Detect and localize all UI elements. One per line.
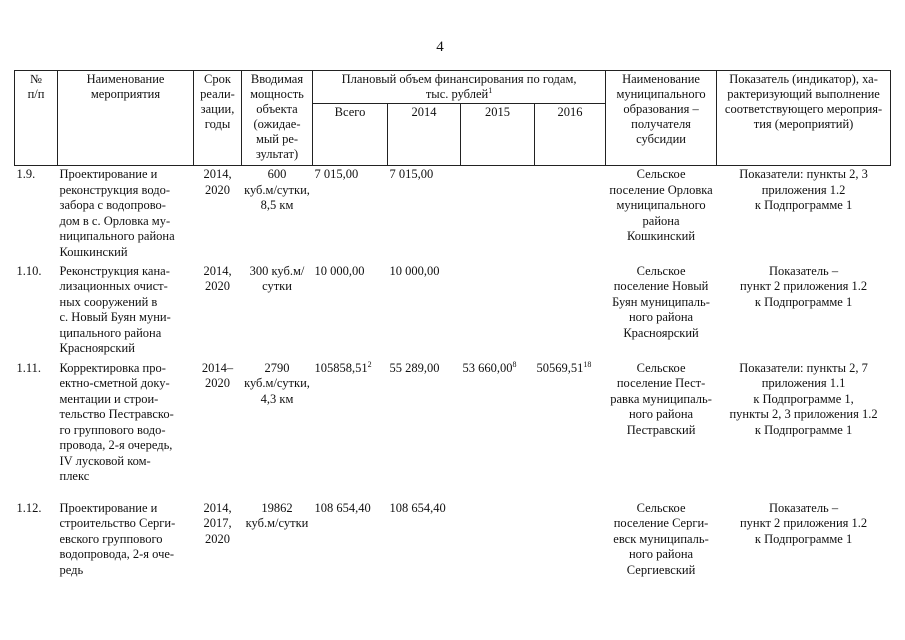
- header-financing-note: 1: [488, 86, 493, 95]
- row-indicator: Показатели: пункты 2, 7 приложения 1.1 к Подпрограмме 1, пункты 2, 3 приложения 1.2 к Подпрограмме 1: [729, 360, 878, 437]
- row-municipality: Сельское поселение Серги- евск муниципаль- ного района Сергиевский: [613, 500, 709, 577]
- header-financing-text: Плановый объем финансирования по годам, тыс. рублей: [341, 72, 577, 101]
- row-2016: [535, 166, 606, 263]
- header-term: Срок реали- зации, годы: [194, 71, 242, 166]
- table-row: [15, 166, 891, 263]
- financing-table: [14, 70, 891, 580]
- row-2015-value: 53 660,00: [462, 360, 513, 375]
- row-capacity: 300 куб.м/ сутки: [249, 263, 305, 293]
- row-2015: [461, 360, 535, 500]
- table-row: [15, 360, 891, 500]
- row-2016-value: 50569,51: [536, 360, 584, 375]
- row-2014: 7 015,00: [389, 167, 434, 181]
- row-municipality: Сельское поселение Пест- равка муниципаль- ного района Пестравский: [610, 360, 712, 437]
- row-2015-note: 8: [512, 359, 517, 369]
- row-capacity: 2790 куб.м/сутки, 4,3 км: [244, 360, 310, 406]
- row-term: 2014– 2020: [201, 360, 234, 390]
- row-2014: 55 289,00: [389, 360, 440, 375]
- table-header: [15, 71, 891, 166]
- row-total-value: 105858,51: [314, 360, 368, 375]
- table-row: [15, 263, 891, 360]
- row-capacity: 600 куб.м/сутки, 8,5 км: [244, 167, 310, 212]
- row-num: 1.11.: [16, 360, 42, 375]
- row-name: Проектирование и реконструкция водо- забора с водопрово- дом в с. Орловка му- ниципального района Кошкинский: [59, 167, 175, 259]
- row-2015: [461, 166, 535, 263]
- row-2015: [461, 500, 535, 580]
- row-term: 2014, 2020: [203, 167, 232, 197]
- row-municipality: Сельское поселение Орловка муниципального района Кошкинский: [609, 167, 713, 243]
- row-num: 1.10.: [16, 263, 42, 278]
- row-term: 2014, 2020: [203, 263, 232, 293]
- row-total: [313, 263, 388, 360]
- row-2016: [535, 500, 606, 580]
- row-total-value: 7 015,00: [314, 167, 359, 181]
- row-total: [313, 166, 388, 263]
- header-2015: 2015: [461, 104, 535, 166]
- row-indicator: Показатели: пункты 2, 3 приложения 1.2 к Подпрограмме 1: [739, 167, 868, 212]
- row-total: [313, 500, 388, 580]
- row-num: 1.9.: [16, 167, 36, 181]
- row-total-value: 10 000,00: [314, 263, 365, 278]
- header-capacity: Вводимая мощность объекта (ожидае- мый ре- зультат): [242, 71, 313, 166]
- row-num: 1.12.: [16, 500, 42, 515]
- row-term: 2014, 2017, 2020: [203, 500, 232, 546]
- table-row: [15, 500, 891, 580]
- header-2014: 2014: [388, 104, 461, 166]
- header-total: Всего: [313, 104, 388, 166]
- table-body: [15, 166, 891, 580]
- header-2016: 2016: [535, 104, 606, 166]
- header-municipality: Наименование муниципального образования – получателя субсидии: [606, 71, 717, 166]
- row-capacity: 19862 куб.м/сутки: [245, 500, 309, 530]
- row-total: [313, 360, 388, 500]
- row-2015: [461, 263, 535, 360]
- header-name: Наименование мероприятия: [58, 71, 194, 166]
- row-name: Проектирование и строительство Серги- евского группового водопровода, 2-я оче- редь: [59, 500, 176, 577]
- header-num: № п/п: [15, 71, 58, 166]
- row-indicator: Показатель – пункт 2 приложения 1.2 к Подпрограмме 1: [739, 500, 868, 546]
- row-2014: 10 000,00: [389, 263, 440, 278]
- page-number: 4: [436, 39, 444, 55]
- header-financing: [313, 71, 606, 104]
- row-2016-note: 18: [583, 359, 592, 369]
- row-total-note: 2: [367, 359, 372, 369]
- row-name: Корректировка про- ектно-сметной доку- ментации и строи- тельство Пестравско- го группового водо- провода, 2-я очередь, IV лусковой ком- плекс: [59, 360, 174, 483]
- row-2016: [535, 263, 606, 360]
- header-indicator: Показатель (индикатор), ха- рактеризующий выполнение соответствующего мероприя- тия (мероприятий): [717, 71, 891, 166]
- row-total-value: 108 654,40: [314, 500, 371, 515]
- row-2016: [535, 360, 606, 500]
- row-indicator: Показатель – пункт 2 приложения 1.2 к Подпрограмме 1: [739, 263, 868, 309]
- row-2014: 108 654,40: [389, 500, 446, 515]
- row-name: Реконструкция кана- лизационных очист- ных сооружений в с. Новый Буян муни- ципального района Красноярский: [59, 263, 171, 355]
- row-municipality: Сельское поселение Новый Буян муниципаль- ного района Красноярский: [612, 263, 710, 340]
